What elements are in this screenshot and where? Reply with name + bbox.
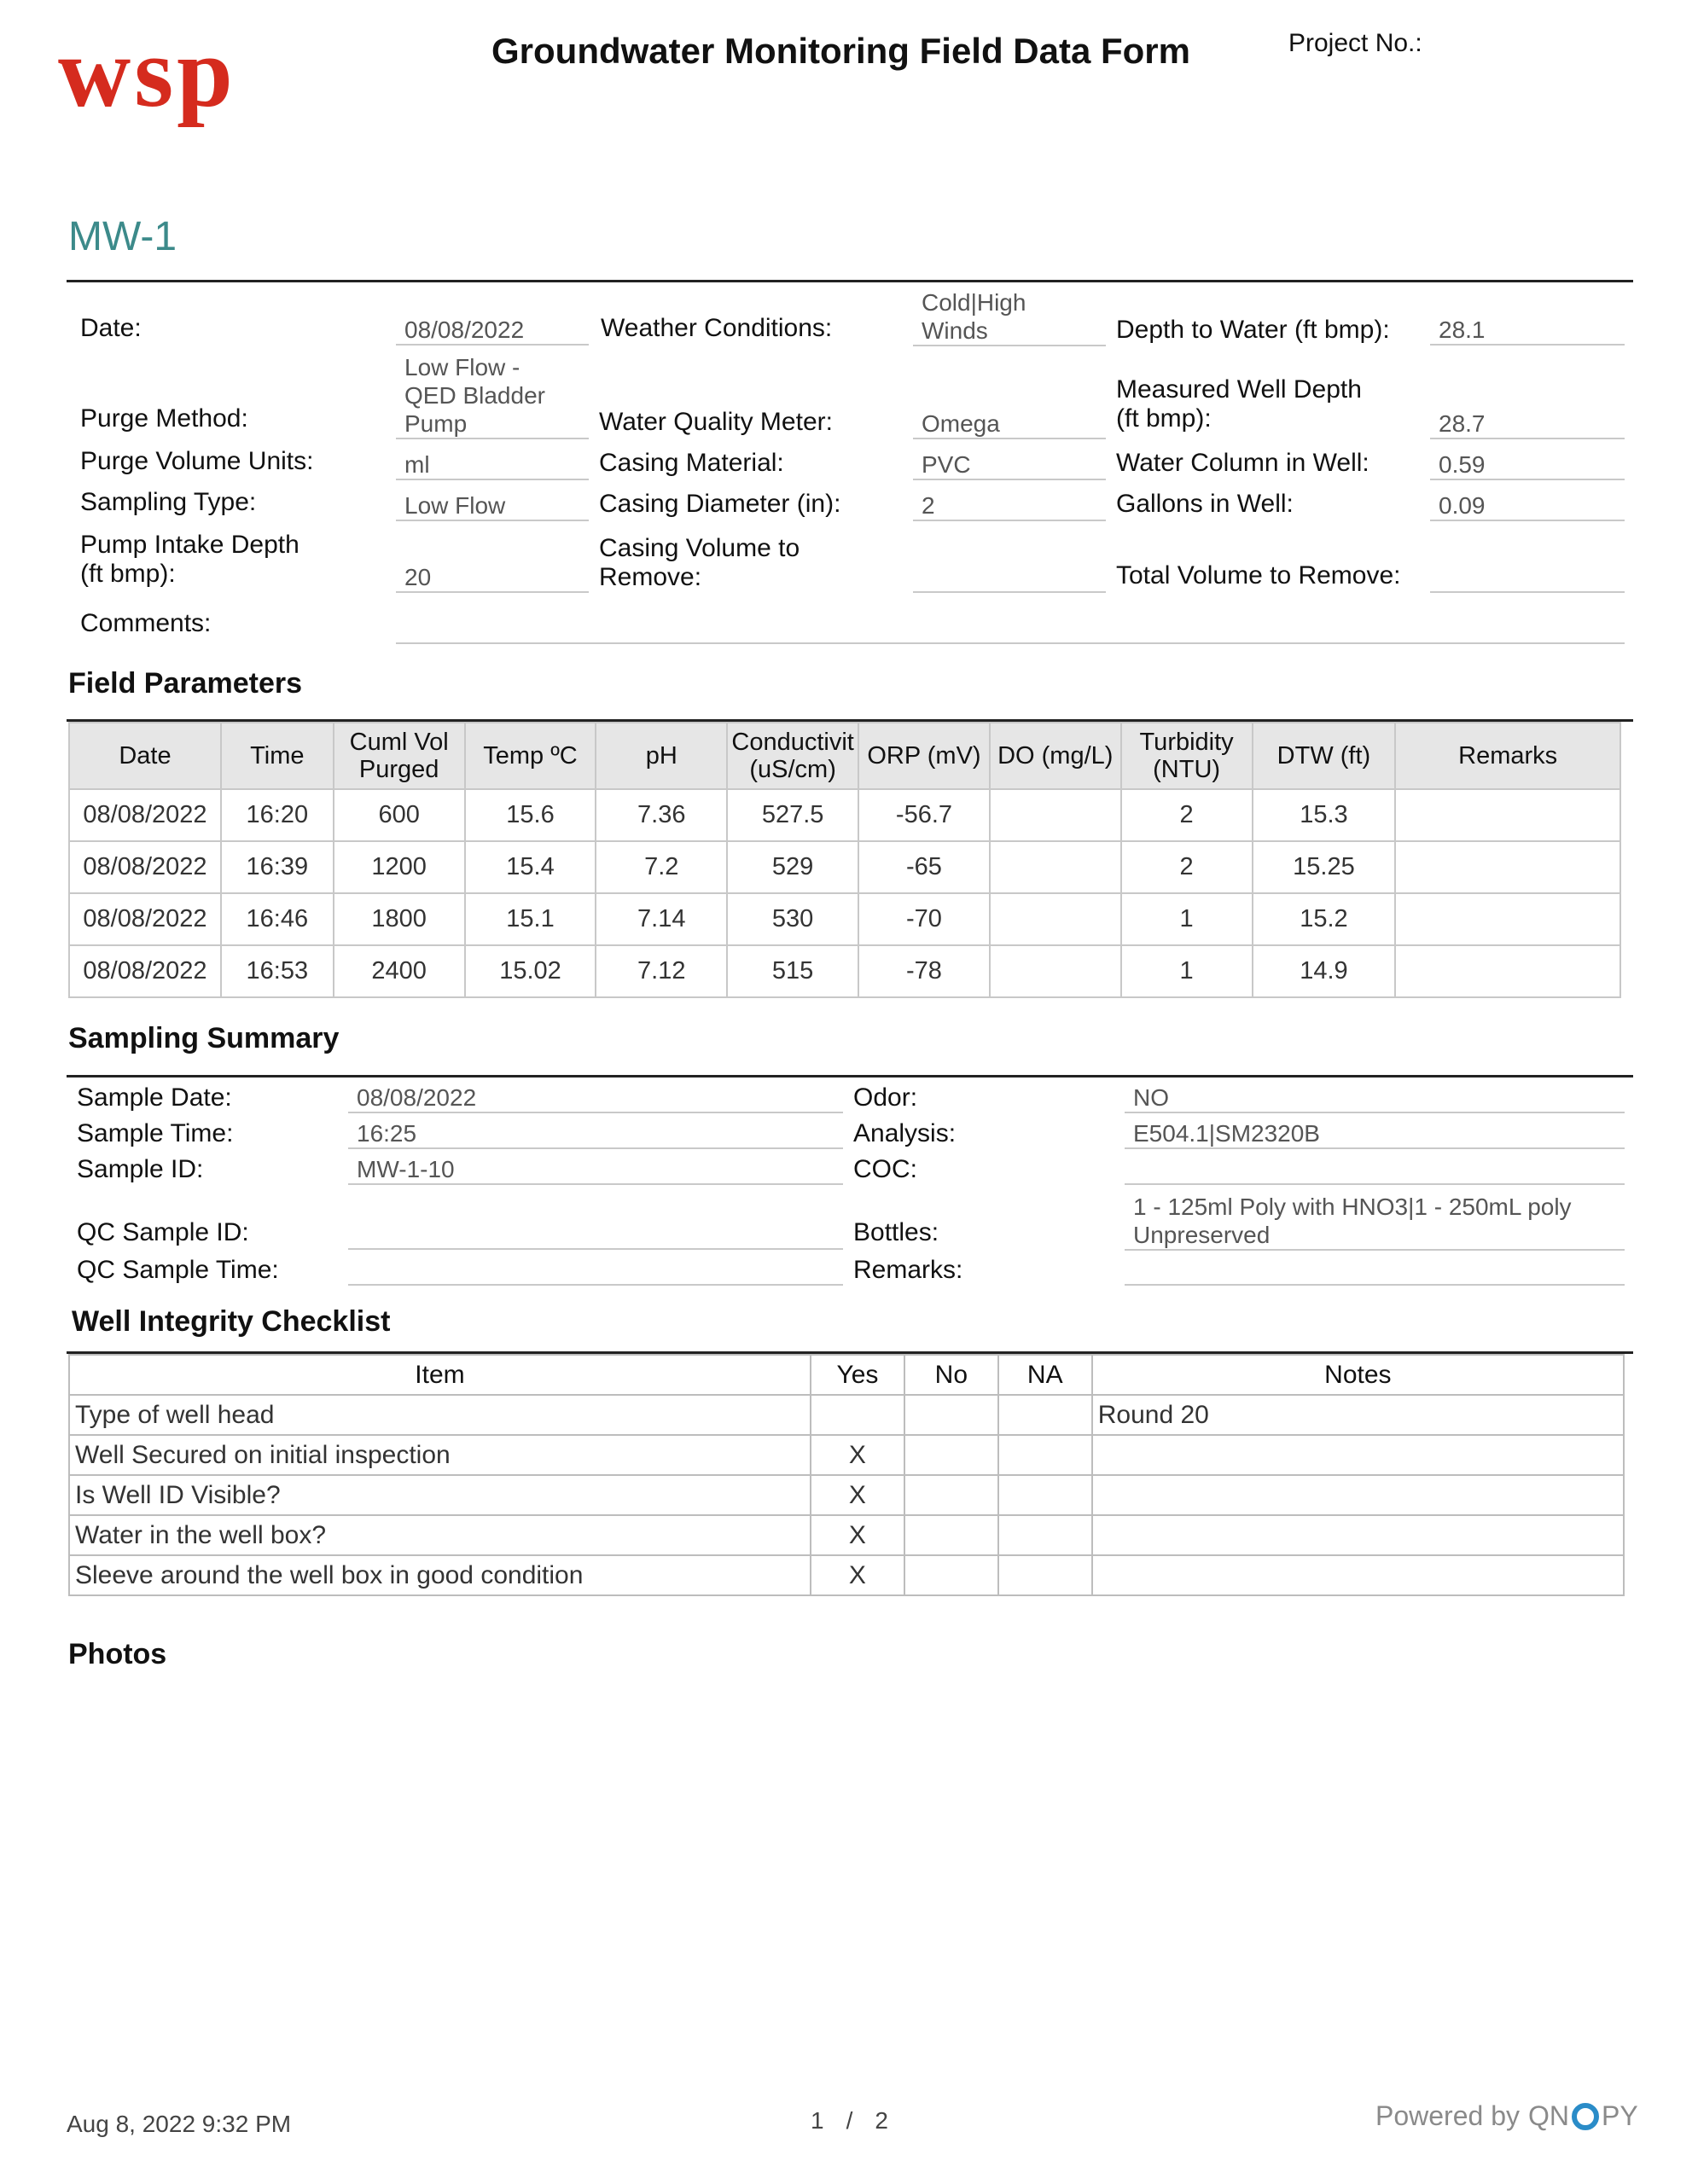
table-cell [1395, 945, 1620, 997]
qnopy-qn: QN [1527, 2100, 1569, 2131]
qnopy-logo [1528, 2100, 1638, 2132]
page-current: 1 [811, 2107, 824, 2134]
checklist-item: Well Secured on initial inspection [69, 1435, 811, 1475]
table-cell: 527.5 [727, 789, 858, 841]
page-total: 2 [875, 2107, 888, 2134]
fp-header-line: Date [119, 742, 172, 770]
checklist-notes [1092, 1435, 1624, 1475]
date-value: 08/08/2022 [396, 316, 589, 346]
sampling-summary-title: Sampling Summary [68, 1022, 340, 1054]
purge-method-line-1: Low Flow - [404, 354, 520, 380]
water-column-label: Water Column in Well: [1116, 449, 1369, 477]
remarks-value [1125, 1256, 1625, 1286]
pump-intake-label [80, 531, 299, 589]
fp-header-5 [727, 723, 858, 789]
checklist-notes: Round 20 [1092, 1395, 1624, 1435]
bottles-label: Bottles: [853, 1218, 939, 1246]
table-row [69, 945, 1620, 997]
date-label: Date: [80, 314, 142, 342]
table-cell [990, 945, 1121, 997]
sample-id-value: MW-1-10 [348, 1155, 843, 1185]
table-cell: -70 [858, 893, 990, 945]
fp-header-line: Remarks [1458, 742, 1558, 770]
water-column-value: 0.59 [1430, 450, 1625, 480]
checklist-row [69, 1395, 1624, 1435]
page-indicator [811, 2107, 888, 2135]
table-cell: 16:20 [221, 789, 334, 841]
qc-sample-id-value [348, 1220, 843, 1250]
table-cell [990, 789, 1121, 841]
table-cell: 16:39 [221, 841, 334, 893]
table-cell: 15.4 [465, 841, 596, 893]
sample-time-label: Sample Time: [77, 1119, 234, 1147]
coc-value [1125, 1155, 1625, 1185]
fp-header-9 [1253, 723, 1396, 789]
weather-label: Weather Conditions: [601, 314, 833, 342]
table-cell: 08/08/2022 [69, 893, 221, 945]
checklist-row [69, 1515, 1624, 1555]
comments-label: Comments: [80, 609, 212, 637]
total-volume-value [1430, 563, 1625, 593]
checklist-mark [904, 1555, 998, 1595]
table-cell: -78 [858, 945, 990, 997]
weather-value [913, 287, 1106, 346]
well-integrity-header-row [69, 1355, 1624, 1395]
table-cell: 16:46 [221, 893, 334, 945]
table-cell: 1800 [334, 893, 465, 945]
table-cell: 15.1 [465, 893, 596, 945]
checklist-notes [1092, 1515, 1624, 1555]
qnopy-py: PY [1601, 2100, 1638, 2131]
table-cell: 14.9 [1253, 945, 1396, 997]
table-cell: 515 [727, 945, 858, 997]
casing-volume-label [599, 534, 800, 592]
table-cell: 529 [727, 841, 858, 893]
table-cell: 7.36 [596, 789, 727, 841]
table-cell: 15.02 [465, 945, 596, 997]
bottles-line-1: 1 - 125ml Poly with HNO3|1 - 250mL poly [1133, 1194, 1572, 1220]
sample-date-value: 08/08/2022 [348, 1083, 843, 1113]
pump-intake-value: 20 [396, 563, 589, 593]
purge-method-line-3: Pump [404, 410, 468, 437]
fp-header-6 [858, 723, 990, 789]
table-cell: -65 [858, 841, 990, 893]
table-cell: 1 [1121, 893, 1253, 945]
form-title: Groundwater Monitoring Field Data Form [491, 31, 1190, 71]
wsp-logo-icon [58, 34, 305, 162]
table-cell: 08/08/2022 [69, 789, 221, 841]
checklist-mark [998, 1395, 1092, 1435]
sampling-type-value: Low Flow [396, 491, 589, 521]
analysis-label: Analysis: [853, 1119, 957, 1147]
checklist-row [69, 1555, 1624, 1595]
odor-value: NO [1125, 1083, 1625, 1113]
table-cell: 08/08/2022 [69, 945, 221, 997]
fp-header-3 [465, 723, 596, 789]
checklist-mark [904, 1435, 998, 1475]
table-cell: 530 [727, 893, 858, 945]
fp-header-line: DO (mg/L) [997, 742, 1114, 770]
wi-header-0: Item [69, 1355, 811, 1395]
table-cell [990, 893, 1121, 945]
casing-volume-value [913, 563, 1106, 593]
checklist-mark [811, 1395, 904, 1435]
mwd-label-line-2: (ft bmp): [1116, 404, 1212, 433]
coc-label: COC: [853, 1155, 917, 1183]
pump-intake-label-line-2: (ft bmp): [80, 560, 176, 588]
table-cell [1395, 789, 1620, 841]
well-integrity-title: Well Integrity Checklist [72, 1305, 391, 1338]
checklist-mark: X [811, 1435, 904, 1475]
fp-header-line: ORP (mV) [867, 742, 981, 770]
checklist-mark: X [811, 1515, 904, 1555]
checklist-mark [998, 1475, 1092, 1515]
fp-header-1 [221, 723, 334, 789]
gallons-value: 0.09 [1430, 491, 1625, 521]
wi-header-1: Yes [811, 1355, 904, 1395]
checklist-mark: X [811, 1555, 904, 1595]
table-cell: 7.14 [596, 893, 727, 945]
fp-header-line: Purged [358, 756, 439, 783]
mwd-value: 28.7 [1430, 410, 1625, 439]
fp-header-0 [69, 723, 221, 789]
checklist-notes [1092, 1555, 1624, 1595]
fp-header-line: Turbidity [1139, 729, 1234, 756]
table-row [69, 789, 1620, 841]
photos-title: Photos [68, 1638, 167, 1670]
qc-sample-time-value [348, 1256, 843, 1286]
mwd-label [1116, 375, 1362, 433]
field-parameters-table [68, 722, 1621, 998]
sample-time-value: 16:25 [348, 1119, 843, 1149]
fp-header-line: pH [645, 742, 677, 770]
purge-method-line-2: QED Bladder [404, 382, 545, 409]
table-cell: 2 [1121, 841, 1253, 893]
qnopy-ring-icon [1570, 2101, 1601, 2132]
powered-by [1375, 2100, 1638, 2132]
sample-date-label: Sample Date: [77, 1083, 232, 1112]
fp-header-10 [1395, 723, 1620, 789]
checklist-item: Water in the well box? [69, 1515, 811, 1555]
footer-timestamp: Aug 8, 2022 9:32 PM [67, 2111, 292, 2137]
fp-header-line: (uS/cm) [749, 756, 836, 783]
wi-header-3: NA [998, 1355, 1092, 1395]
fp-header-7 [990, 723, 1121, 789]
wq-meter-value: Omega [913, 410, 1106, 439]
checklist-item: Type of well head [69, 1395, 811, 1435]
purge-units-label: Purge Volume Units: [80, 447, 314, 475]
table-cell: 2 [1121, 789, 1253, 841]
table-cell: 15.6 [465, 789, 596, 841]
checklist-row [69, 1475, 1624, 1515]
sampling-summary-rule [67, 1075, 1633, 1077]
svg-text:wsp: wsp [58, 34, 236, 128]
table-cell: 7.2 [596, 841, 727, 893]
well-id-heading: MW-1 [68, 214, 177, 259]
checklist-mark [998, 1515, 1092, 1555]
table-row [69, 841, 1620, 893]
checklist-item: Is Well ID Visible? [69, 1475, 811, 1515]
table-cell: -56.7 [858, 789, 990, 841]
wi-header-2: No [904, 1355, 998, 1395]
remarks-label: Remarks: [853, 1256, 963, 1284]
table-cell [990, 841, 1121, 893]
checklist-mark [904, 1515, 998, 1555]
fp-header-2 [334, 723, 465, 789]
fp-header-line: Conductivit [731, 729, 854, 756]
checklist-mark [904, 1475, 998, 1515]
table-cell: 15.3 [1253, 789, 1396, 841]
weather-line-2: Winds [922, 317, 988, 344]
powered-by-text: Powered by [1375, 2100, 1520, 2131]
fp-header-8 [1121, 723, 1253, 789]
casing-diameter-label: Casing Diameter (in): [599, 490, 841, 518]
purge-method-label: Purge Method: [80, 404, 248, 433]
project-number-label: Project No.: [1288, 29, 1422, 57]
qc-sample-time-label: QC Sample Time: [77, 1256, 279, 1284]
table-cell [1395, 893, 1620, 945]
comments-value [396, 614, 1625, 644]
total-volume-label: Total Volume to Remove: [1116, 561, 1401, 590]
table-cell: 1200 [334, 841, 465, 893]
checklist-mark: X [811, 1475, 904, 1515]
purge-method-value [396, 351, 589, 439]
mwd-label-line-1: Measured Well Depth [1116, 375, 1362, 404]
table-cell: 15.25 [1253, 841, 1396, 893]
fp-header-line: (NTU) [1153, 756, 1221, 783]
field-parameters-header-row [69, 723, 1620, 789]
dtw-label: Depth to Water (ft bmp): [1116, 316, 1390, 344]
purge-units-value: ml [396, 450, 589, 480]
sampling-type-label: Sampling Type: [80, 488, 257, 516]
casing-material-value: PVC [913, 450, 1106, 480]
weather-line-1: Cold|High [922, 289, 1026, 316]
fp-header-line: Cuml Vol [349, 729, 449, 756]
table-cell: 08/08/2022 [69, 841, 221, 893]
table-cell: 2400 [334, 945, 465, 997]
table-cell: 7.12 [596, 945, 727, 997]
checklist-mark [998, 1555, 1092, 1595]
table-cell: 600 [334, 789, 465, 841]
wq-meter-label: Water Quality Meter: [599, 408, 833, 436]
gallons-label: Gallons in Well: [1116, 490, 1294, 518]
checklist-notes [1092, 1475, 1624, 1515]
page-separator: / [846, 2107, 853, 2134]
dtw-value: 28.1 [1430, 316, 1625, 346]
table-row [69, 893, 1620, 945]
checklist-item: Sleeve around the well box in good condition [69, 1555, 811, 1595]
well-integrity-table [68, 1354, 1625, 1596]
table-cell [1395, 841, 1620, 893]
casing-material-label: Casing Material: [599, 449, 784, 477]
header-rule [67, 280, 1633, 282]
table-cell: 15.2 [1253, 893, 1396, 945]
table-cell: 1 [1121, 945, 1253, 997]
bottles-value [1125, 1189, 1625, 1251]
field-parameters-title: Field Parameters [68, 667, 303, 700]
pump-intake-label-line-1: Pump Intake Depth [80, 531, 299, 559]
fp-header-line: Temp ºC [483, 742, 578, 770]
analysis-value: E504.1|SM2320B [1125, 1119, 1625, 1149]
casing-volume-label-line-1: Casing Volume to [599, 534, 800, 562]
bottles-line-2: Unpreserved [1133, 1222, 1271, 1248]
table-cell: 16:53 [221, 945, 334, 997]
qc-sample-id-label: QC Sample ID: [77, 1218, 249, 1246]
fp-header-4 [596, 723, 727, 789]
checklist-row [69, 1435, 1624, 1475]
checklist-mark [904, 1395, 998, 1435]
wsp-logo [58, 34, 305, 162]
casing-diameter-value: 2 [913, 491, 1106, 521]
fp-header-line: Time [250, 742, 305, 770]
casing-volume-label-line-2: Remove: [599, 563, 702, 591]
sample-id-label: Sample ID: [77, 1155, 204, 1183]
checklist-mark [998, 1435, 1092, 1475]
odor-label: Odor: [853, 1083, 918, 1112]
wi-header-4: Notes [1092, 1355, 1624, 1395]
fp-header-line: DTW (ft) [1276, 742, 1371, 770]
